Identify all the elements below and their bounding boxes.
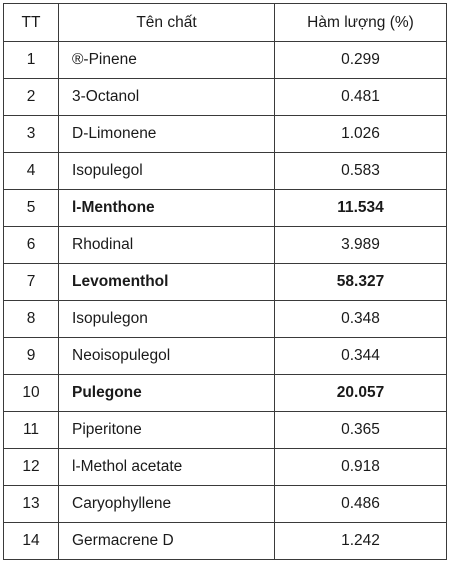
compound-name-cell: Levomenthol: [59, 264, 275, 301]
composition-table-container: [3, 3, 446, 558]
table-row: [4, 375, 447, 412]
table-row: [4, 153, 447, 190]
content-value-cell: 58.327: [275, 264, 447, 301]
table-row: [4, 227, 447, 264]
row-number-cell: 3: [4, 116, 59, 153]
compound-name-cell: Caryophyllene: [59, 486, 275, 523]
table-row: [4, 79, 447, 116]
compound-name-cell: D-Limonene: [59, 116, 275, 153]
content-value-cell: 0.344: [275, 338, 447, 375]
row-number-cell: 6: [4, 227, 59, 264]
table-row: [4, 412, 447, 449]
row-number-cell: 5: [4, 190, 59, 227]
row-number-cell: 11: [4, 412, 59, 449]
content-value-cell: 0.583: [275, 153, 447, 190]
content-value-cell: 0.348: [275, 301, 447, 338]
table-row: [4, 338, 447, 375]
compound-name-cell: Piperitone: [59, 412, 275, 449]
header-row: [4, 4, 447, 42]
table-row: [4, 486, 447, 523]
row-number-cell: 9: [4, 338, 59, 375]
content-value-cell: 0.365: [275, 412, 447, 449]
content-value-cell: 0.918: [275, 449, 447, 486]
row-number-cell: 7: [4, 264, 59, 301]
content-value-cell: 1.026: [275, 116, 447, 153]
row-number-cell: 1: [4, 42, 59, 79]
content-value-cell: 0.481: [275, 79, 447, 116]
compound-name-cell: 3-Octanol: [59, 79, 275, 116]
header-content-percent: Hàm lượng (%): [275, 4, 447, 42]
compound-name-cell: l-Methol acetate: [59, 449, 275, 486]
compound-name-cell: Rhodinal: [59, 227, 275, 264]
table-row: [4, 449, 447, 486]
table-body: [4, 42, 447, 560]
content-value-cell: 11.534: [275, 190, 447, 227]
row-number-cell: 12: [4, 449, 59, 486]
table-header: [4, 4, 447, 42]
content-value-cell: 3.989: [275, 227, 447, 264]
compound-name-cell: ®-Pinene: [59, 42, 275, 79]
row-number-cell: 4: [4, 153, 59, 190]
table-row: [4, 42, 447, 79]
table-row: [4, 264, 447, 301]
table-row: [4, 190, 447, 227]
content-value-cell: 20.057: [275, 375, 447, 412]
compound-name-cell: l-Menthone: [59, 190, 275, 227]
content-value-cell: 0.299: [275, 42, 447, 79]
row-number-cell: 13: [4, 486, 59, 523]
row-number-cell: 14: [4, 523, 59, 560]
row-number-cell: 10: [4, 375, 59, 412]
compound-name-cell: Isopulegon: [59, 301, 275, 338]
compound-name-cell: Pulegone: [59, 375, 275, 412]
composition-table: [3, 3, 447, 560]
header-compound-name: Tên chất: [59, 4, 275, 42]
compound-name-cell: Neoisopulegol: [59, 338, 275, 375]
row-number-cell: 8: [4, 301, 59, 338]
header-tt: TT: [4, 4, 59, 42]
compound-name-cell: Germacrene D: [59, 523, 275, 560]
content-value-cell: 1.242: [275, 523, 447, 560]
compound-name-cell: Isopulegol: [59, 153, 275, 190]
content-value-cell: 0.486: [275, 486, 447, 523]
table-row: [4, 301, 447, 338]
row-number-cell: 2: [4, 79, 59, 116]
table-row: [4, 523, 447, 560]
table-row: [4, 116, 447, 153]
